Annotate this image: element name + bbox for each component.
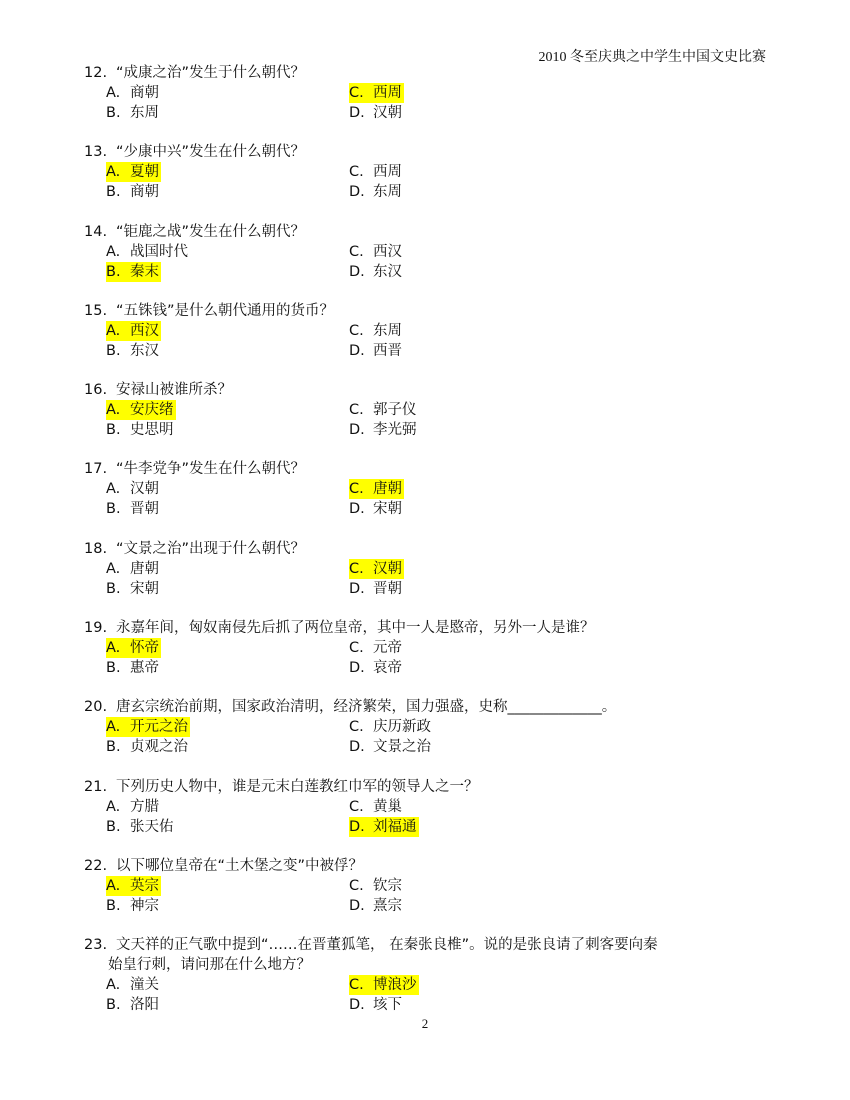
option-text: 东周	[373, 184, 402, 201]
option-text: 郭子仪	[373, 402, 417, 419]
option-letter: C.	[349, 798, 364, 815]
answer-option	[106, 242, 349, 262]
option-letter: B.	[106, 184, 121, 201]
answer-option	[349, 242, 549, 262]
option-text: 张天佑	[130, 818, 174, 835]
option-letter: B.	[106, 897, 121, 914]
question	[84, 222, 784, 282]
option-text: 开元之治	[130, 719, 188, 736]
answer-option	[106, 737, 349, 757]
option-text: 贞观之治	[130, 739, 188, 756]
question-stem	[84, 63, 784, 83]
question-text: 下列历史人物中，谁是元末白莲教红巾军的领导人之一？	[116, 778, 479, 795]
option-letter: D.	[349, 660, 365, 677]
question	[84, 856, 784, 916]
answer-option	[106, 896, 349, 916]
answer-label	[349, 400, 419, 420]
answer-option	[106, 797, 349, 817]
option-text: 元帝	[373, 640, 402, 657]
option-letter: A.	[106, 560, 121, 577]
option-letter: C.	[349, 640, 364, 657]
answer-label	[349, 896, 404, 916]
option-letter: C.	[349, 322, 364, 339]
answer-highlight	[106, 400, 176, 420]
question-number: 13.	[84, 144, 108, 161]
question	[84, 618, 784, 678]
option-letter: C.	[349, 243, 364, 260]
option-text: 西汉	[373, 243, 402, 260]
question-stem	[84, 856, 784, 876]
answer-label	[349, 737, 433, 757]
answer-label	[106, 737, 190, 757]
option-text: 史思明	[130, 422, 174, 439]
answer-option	[349, 420, 549, 440]
answer-label	[106, 559, 161, 579]
option-letter: A.	[106, 481, 121, 498]
option-text: 英宗	[130, 877, 159, 894]
question-number: 17.	[84, 461, 108, 478]
question-stem	[84, 380, 784, 400]
answer-label	[106, 896, 161, 916]
option-letter: D.	[349, 739, 365, 756]
option-letter: A.	[106, 402, 121, 419]
option-text: 秦末	[130, 263, 159, 280]
option-letter: D.	[349, 897, 365, 914]
question	[84, 539, 784, 599]
answer-highlight	[106, 162, 161, 182]
question-number: 21.	[84, 778, 108, 795]
answer-label	[349, 341, 404, 361]
option-text: 哀帝	[373, 660, 402, 677]
answer-label	[106, 579, 161, 599]
option-letter: A.	[106, 719, 121, 736]
option-letter: B.	[106, 997, 121, 1014]
question-stem	[84, 222, 784, 242]
option-text: 宋朝	[373, 501, 402, 518]
option-text: 熹宗	[373, 897, 402, 914]
option-text: 商朝	[130, 184, 159, 201]
option-letter: B.	[106, 580, 121, 597]
answer-option-correct	[106, 162, 349, 182]
question-text: “牛李党争”发生在什么朝代？	[116, 461, 306, 478]
answer-option	[106, 420, 349, 440]
answer-option	[106, 182, 349, 202]
option-letter: C.	[349, 164, 364, 181]
question	[84, 777, 784, 837]
question-stem	[84, 697, 784, 717]
answer-highlight	[349, 817, 419, 837]
question-stem	[84, 935, 784, 955]
answer-option-correct	[106, 717, 349, 737]
option-letter: D.	[349, 184, 365, 201]
question	[84, 380, 784, 440]
answer-label	[349, 797, 404, 817]
question-number: 22.	[84, 857, 108, 874]
answer-option	[349, 182, 549, 202]
answer-highlight	[106, 717, 190, 737]
answer-label	[106, 83, 161, 103]
answer-option	[349, 103, 549, 123]
answer-option	[106, 658, 349, 678]
question-number: 12.	[84, 65, 108, 81]
question-stem	[84, 539, 784, 559]
answer-label	[349, 103, 404, 123]
answer-label	[106, 182, 161, 202]
question-stem-continued	[84, 955, 784, 975]
answer-options	[84, 400, 784, 440]
answer-option	[106, 479, 349, 499]
answer-option	[106, 83, 349, 103]
answer-options	[84, 321, 784, 361]
answer-option	[349, 717, 549, 737]
answer-label	[349, 182, 404, 202]
question-text: 文天祥的正气歌中提到“……在晋董狐笔， 在秦张良椎”。说的是张良请了刺客要向秦	[116, 937, 658, 954]
answer-options	[84, 559, 784, 599]
option-text: 西汉	[130, 322, 159, 339]
answer-option-correct	[349, 83, 549, 103]
question-text: 始皇行刺，请问那在什么地方？	[108, 957, 311, 974]
option-letter: A.	[106, 640, 121, 657]
answer-label	[106, 341, 161, 361]
answer-option-correct	[106, 321, 349, 341]
question-stem	[84, 459, 784, 479]
question-number: 15.	[84, 302, 108, 319]
answer-options	[84, 83, 784, 123]
answer-option	[106, 579, 349, 599]
answer-option	[349, 341, 549, 361]
answer-option	[106, 995, 349, 1015]
answer-highlight	[349, 479, 404, 499]
answer-label	[106, 658, 161, 678]
answer-option	[349, 638, 549, 658]
question	[84, 935, 784, 1015]
answer-option	[349, 499, 549, 519]
answer-label	[349, 420, 419, 440]
option-text: 潼关	[130, 977, 159, 994]
option-text: 东周	[373, 322, 402, 339]
answer-option-correct	[106, 876, 349, 896]
option-letter: D.	[349, 818, 365, 835]
answer-option	[106, 559, 349, 579]
question-number: 20.	[84, 699, 108, 716]
answer-option-correct	[106, 638, 349, 658]
option-text: 晋朝	[373, 580, 402, 597]
answer-option	[349, 162, 549, 182]
answer-highlight	[106, 638, 161, 658]
answer-option-correct	[349, 559, 549, 579]
answer-option-correct	[349, 817, 549, 837]
question-text: “少康中兴”发生在什么朝代？	[116, 144, 306, 161]
answer-label	[349, 262, 404, 282]
answer-option-correct	[349, 975, 549, 995]
answer-options	[84, 162, 784, 202]
answer-options	[84, 797, 784, 837]
question-stem	[84, 301, 784, 321]
question-text: “文景之治”出现于什么朝代？	[116, 540, 306, 557]
question-text: 唐玄宗统治前期，国家政治清明，经济繁荣，国力强盛，史称_____________。	[116, 699, 617, 716]
answer-highlight	[106, 321, 161, 341]
option-letter: D.	[349, 997, 365, 1014]
question-number: 16.	[84, 382, 108, 399]
question-text: “钜鹿之战”发生在什么朝代？	[116, 223, 306, 240]
question	[84, 142, 784, 202]
question-number: 18.	[84, 540, 108, 557]
answer-label	[349, 242, 404, 262]
option-text: 汉朝	[373, 560, 402, 577]
page-header: 2010 冬至庆典之中学生中国文史比赛	[538, 50, 766, 65]
answer-label	[106, 242, 190, 262]
option-letter: A.	[106, 798, 121, 815]
option-letter: C.	[349, 481, 364, 498]
option-letter: D.	[349, 263, 365, 280]
answer-option	[349, 400, 549, 420]
answer-label	[106, 499, 161, 519]
option-letter: C.	[349, 85, 364, 101]
question-stem	[84, 777, 784, 797]
option-text: 垓下	[373, 997, 402, 1014]
answer-label	[349, 876, 404, 896]
option-text: 惠帝	[130, 660, 159, 677]
answer-label	[106, 995, 161, 1015]
question-number: 23.	[84, 937, 108, 954]
option-letter: A.	[106, 243, 121, 260]
option-letter: B.	[106, 342, 121, 359]
answer-option-correct	[349, 479, 549, 499]
answer-options	[84, 242, 784, 282]
answer-label	[349, 995, 404, 1015]
option-text: 洛阳	[130, 997, 159, 1014]
question-text: 永嘉年间，匈奴南侵先后抓了两位皇帝，其中一人是愍帝，另外一人是谁？	[116, 620, 595, 637]
option-letter: C.	[349, 560, 364, 577]
option-text: 唐朝	[373, 481, 402, 498]
answer-option	[349, 995, 549, 1015]
option-text: 庆历新政	[373, 719, 431, 736]
option-text: 唐朝	[130, 560, 159, 577]
option-letter: D.	[349, 501, 365, 518]
option-text: 怀帝	[130, 640, 159, 657]
answer-label	[349, 499, 404, 519]
option-text: 夏朝	[130, 164, 159, 181]
option-text: 钦宗	[373, 877, 402, 894]
option-text: 汉朝	[130, 481, 159, 498]
answer-options	[84, 638, 784, 678]
option-letter: A.	[106, 977, 121, 994]
option-letter: B.	[106, 660, 121, 677]
answer-option	[349, 896, 549, 916]
option-letter: A.	[106, 877, 121, 894]
answer-option	[349, 797, 549, 817]
answer-label	[106, 817, 176, 837]
page-number: 2	[421, 1016, 429, 1031]
question-text: “成康之治”发生于什么朝代？	[116, 65, 306, 81]
option-text: 刘福通	[373, 818, 417, 835]
question-text: 以下哪位皇帝在“土木堡之变”中被俘？	[116, 857, 364, 874]
answer-label	[106, 103, 161, 123]
answer-option	[106, 103, 349, 123]
option-letter: C.	[349, 402, 364, 419]
option-letter: D.	[349, 342, 365, 359]
option-text: 西周	[373, 164, 402, 181]
option-text: 战国时代	[130, 243, 188, 260]
option-text: 商朝	[130, 85, 159, 101]
option-text: 黄巢	[373, 798, 402, 815]
answer-option	[106, 499, 349, 519]
option-letter: B.	[106, 105, 121, 121]
answer-option	[106, 341, 349, 361]
answer-label	[106, 420, 176, 440]
option-text: 西周	[373, 85, 402, 101]
answer-highlight	[349, 83, 404, 103]
question	[84, 459, 784, 519]
question	[84, 63, 784, 123]
answer-highlight	[106, 262, 161, 282]
answer-label	[349, 717, 433, 737]
option-letter: C.	[349, 719, 364, 736]
answer-options	[84, 717, 784, 757]
option-text: 文景之治	[373, 739, 431, 756]
option-letter: B.	[106, 422, 121, 439]
question-number: 14.	[84, 223, 108, 240]
question-text: 安禄山被谁所杀？	[116, 382, 232, 399]
answer-option	[106, 975, 349, 995]
option-text: 宋朝	[130, 580, 159, 597]
question-stem	[84, 618, 784, 638]
answer-option	[349, 262, 549, 282]
option-letter: B.	[106, 263, 121, 280]
answer-label	[349, 162, 404, 182]
option-letter: A.	[106, 85, 121, 101]
answer-label	[349, 321, 404, 341]
option-text: 西晋	[373, 342, 402, 359]
option-letter: B.	[106, 739, 121, 756]
answer-highlight	[349, 559, 404, 579]
answer-label	[106, 479, 161, 499]
option-text: 汉朝	[373, 105, 402, 121]
option-text: 安庆绪	[130, 402, 174, 419]
answer-options	[84, 479, 784, 519]
question-list	[84, 63, 784, 1015]
answer-option	[106, 817, 349, 837]
question-stem	[84, 142, 784, 162]
option-text: 晋朝	[130, 501, 159, 518]
option-letter: C.	[349, 877, 364, 894]
option-letter: A.	[106, 164, 121, 181]
option-text: 方腊	[130, 798, 159, 815]
answer-label	[106, 975, 161, 995]
answer-label	[106, 797, 161, 817]
answer-option-correct	[106, 262, 349, 282]
question	[84, 301, 784, 361]
answer-option	[349, 876, 549, 896]
option-text: 东周	[130, 105, 159, 121]
option-text: 东汉	[130, 342, 159, 359]
answer-option	[349, 658, 549, 678]
option-letter: C.	[349, 977, 364, 994]
answer-label	[349, 638, 404, 658]
answer-option	[349, 321, 549, 341]
question-text: “五铢钱”是什么朝代通用的货币？	[116, 302, 335, 319]
question-number: 19.	[84, 620, 108, 637]
answer-option-correct	[106, 400, 349, 420]
answer-highlight	[106, 876, 161, 896]
answer-options	[84, 975, 784, 1015]
answer-options	[84, 876, 784, 916]
option-letter: D.	[349, 580, 365, 597]
answer-label	[349, 579, 404, 599]
answer-highlight	[349, 975, 419, 995]
question	[84, 697, 784, 757]
option-text: 东汉	[373, 263, 402, 280]
option-letter: A.	[106, 322, 121, 339]
answer-option	[349, 737, 549, 757]
answer-label	[349, 658, 404, 678]
option-letter: B.	[106, 501, 121, 518]
option-text: 李光弼	[373, 422, 417, 439]
answer-option	[349, 579, 549, 599]
option-text: 博浪沙	[373, 977, 417, 994]
option-letter: B.	[106, 818, 121, 835]
option-letter: D.	[349, 422, 365, 439]
option-text: 神宗	[130, 897, 159, 914]
option-letter: D.	[349, 105, 365, 121]
